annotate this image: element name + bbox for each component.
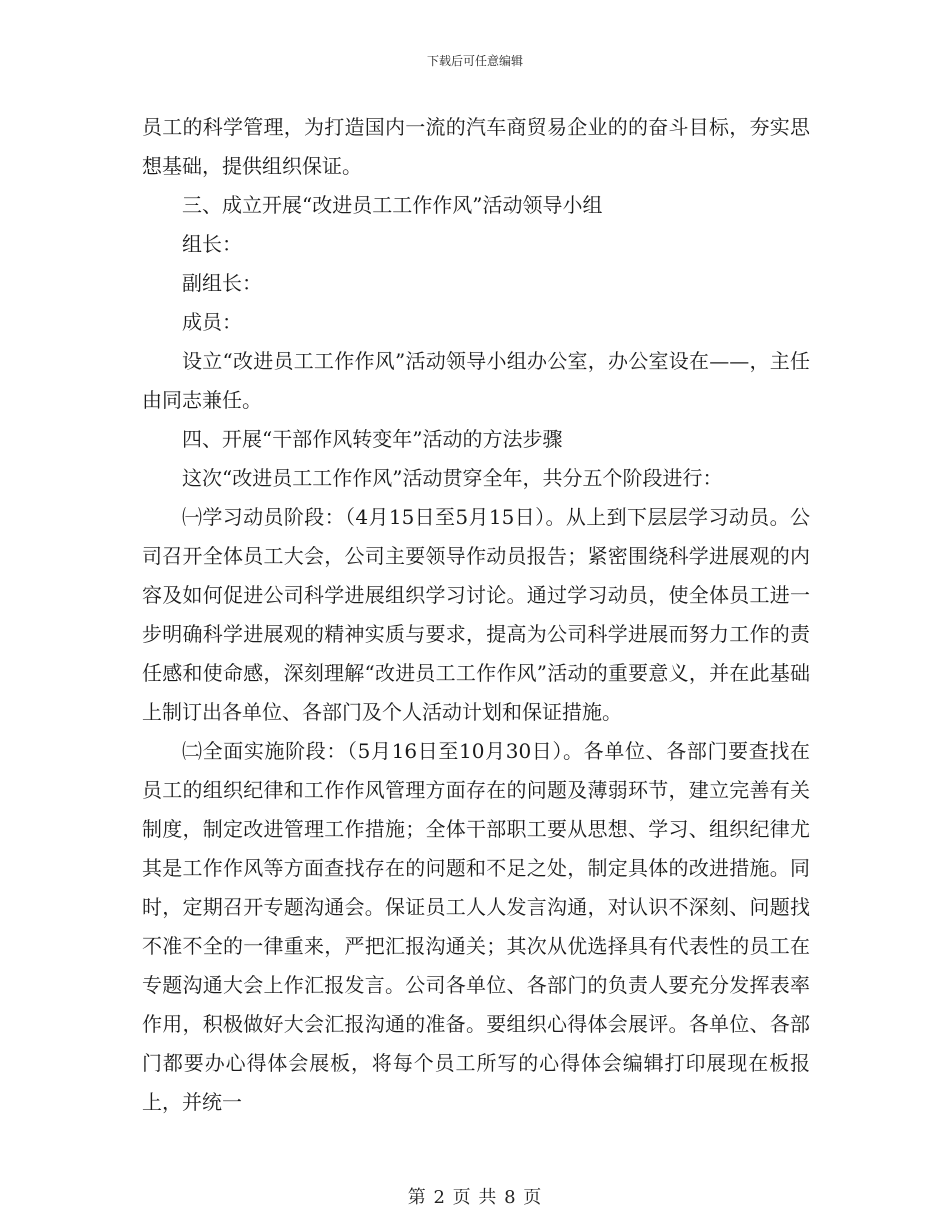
stages-intro: 这次“改进员工工作作风”活动贯穿全年，共分五个阶段进行： bbox=[182, 466, 723, 490]
section-heading-4: 四、开展“干部作风转变年”活动的方法步骤 bbox=[182, 427, 563, 451]
paragraph-continuation: 员工的科学管理，为打造国内一流的汽车商贸易企业的的奋斗目标，夯实思想基础，提供组织保证。 bbox=[142, 115, 810, 178]
deputy-leader-line: 副组长： bbox=[182, 271, 262, 295]
stage-2-paragraph: ㈡全面实施阶段：（5月16日至10月30日）。各单位、各部门要查找在员工的组织纪律和工作作风管理方面存在的问题及薄弱环节，建立完善有关制度，制定改进管理工作措施；全体干部职工要从思想、学习、组织纪律尤其是工作作风等方面查找存在的问题和不足之处，制定具体的改进措施。同时，定期召开专题沟通会。保证员工人人发言沟通，对认识不深刻、问题找不准不全的一律重来，严把汇报沟通关；其次从优选择具有代表性的员工在专题沟通大会上作汇报发言。公司各单位、各部门的负责人要充分发挥表率作用，积极做好大会汇报沟通的准备。要组织心得体会展评。各单位、各部门都要办心得体会展板，将每个员工所写的心得体会编辑打印展现在板报上，并统一 bbox=[142, 739, 810, 1114]
office-paragraph: 设立“改进员工工作作风”活动领导小组办公室，办公室设在——，主任由同志兼任。 bbox=[142, 349, 810, 412]
group-leader-line: 组长： bbox=[182, 232, 242, 256]
page-header: 下载后可任意编辑 bbox=[426, 54, 523, 68]
section-heading-3: 三、成立开展“改进员工工作作风”活动领导小组 bbox=[182, 193, 603, 217]
document-body bbox=[142, 108, 810, 1122]
page-footer: 第 2 页 共 8 页 bbox=[407, 1187, 543, 1208]
members-line: 成员： bbox=[182, 310, 242, 334]
stage-1-paragraph: ㈠学习动员阶段：（4月15日至5月15日）。从上到下层层学习动员。公司召开全体员工大会，公司主要领导作动员报告；紧密围绕科学进展观的内容及如何促进公司科学进展组织学习讨论。通过学习动员，使全体员工进一步明确科学进展观的精神实质与要求，提高为公司科学进展而努力工作的责任感和使命感，深刻理解“改进员工工作作风”活动的重要意义，并在此基础上制订出各单位、各部门及个人活动计划和保证措施。 bbox=[142, 505, 810, 724]
